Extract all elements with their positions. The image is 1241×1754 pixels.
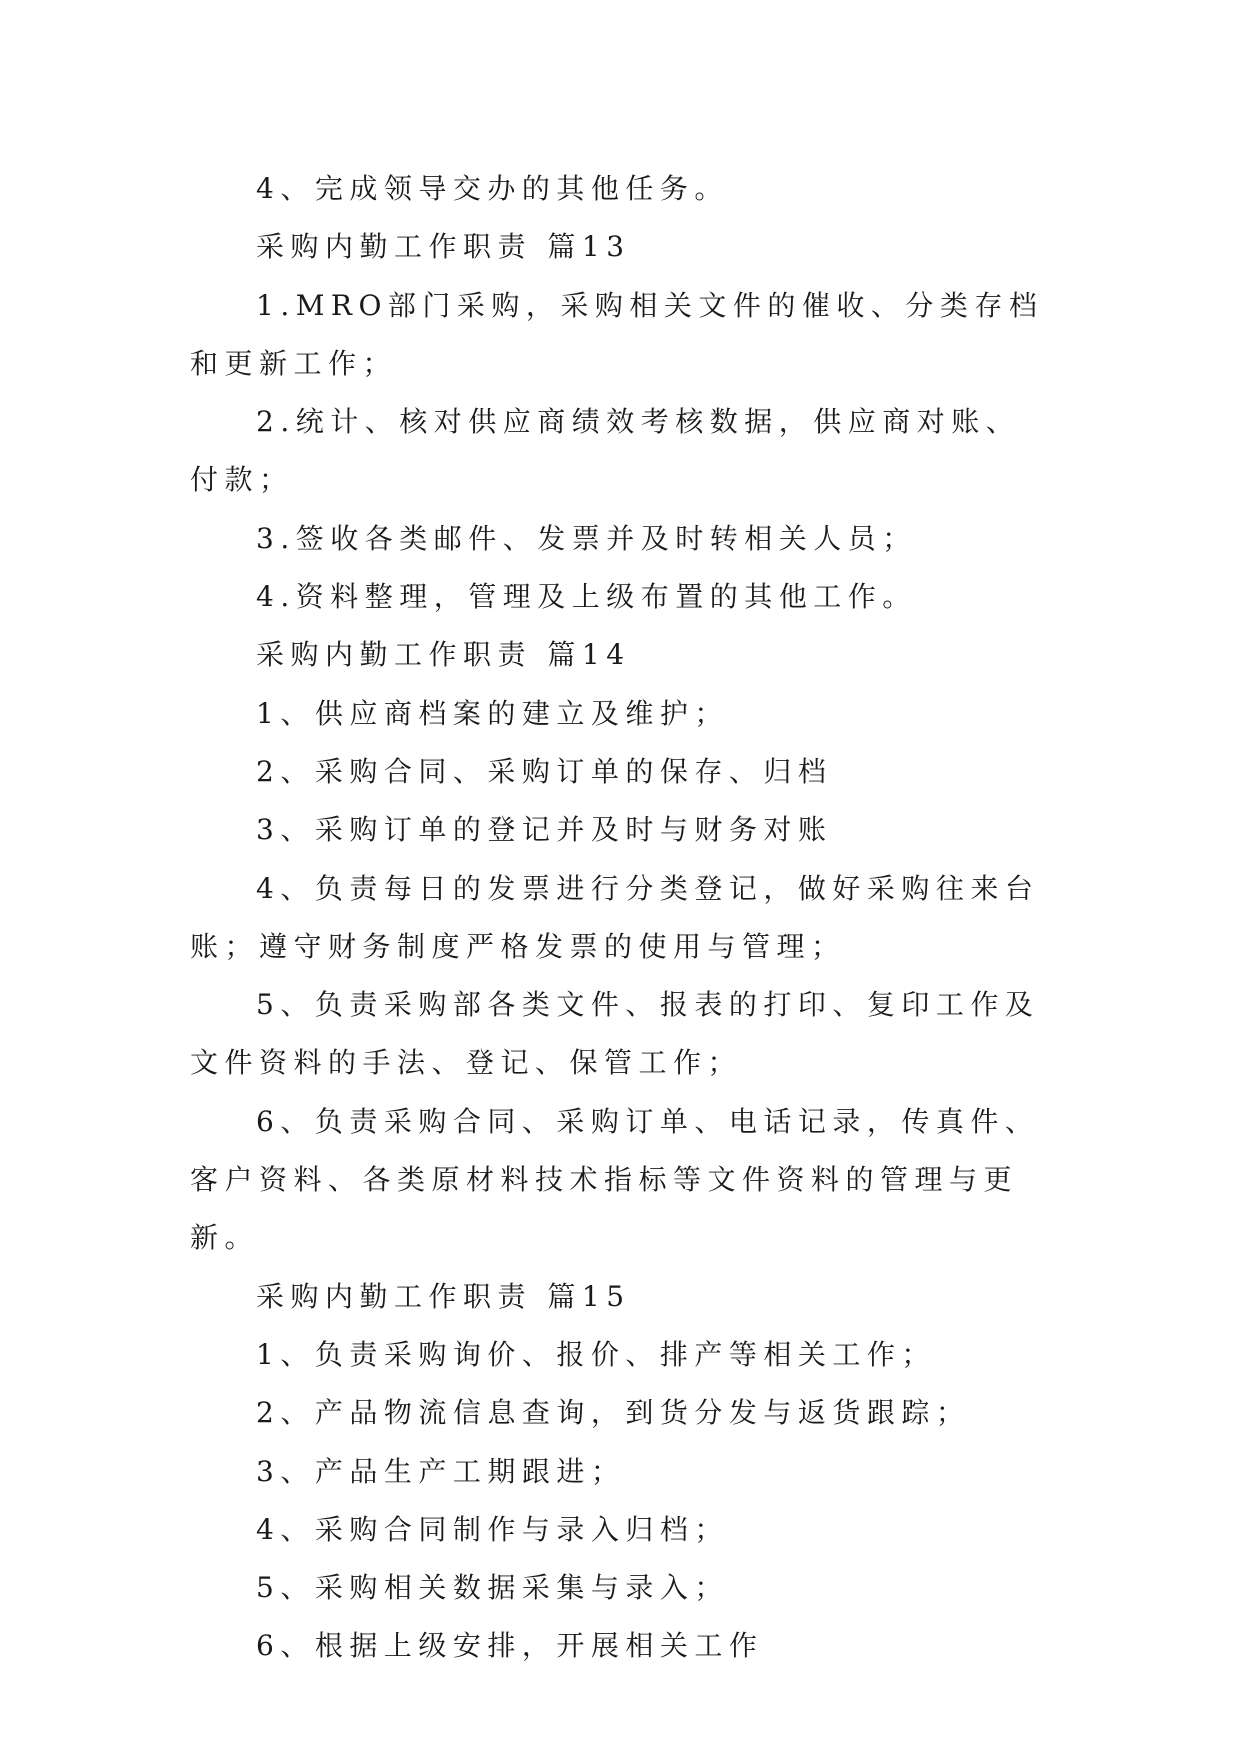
list-item: 3、产品生产工期跟进；	[256, 1454, 626, 1488]
list-item: 3.签收各类邮件、发票并及时转相关人员；	[256, 521, 917, 555]
list-item: 2、采购合同、采购订单的保存、归档	[256, 754, 833, 788]
section-heading: 采购内勤工作职责 篇14	[256, 638, 631, 672]
list-item: 4、负责每日的发票进行分类登记，做好采购往来台账；遵守财务制度严格发票的使用与管理；	[190, 871, 1040, 963]
list-item: 4、采购合同制作与录入归档；	[256, 1512, 729, 1546]
list-item: 2、产品物流信息查询，到货分发与返货跟踪；	[256, 1396, 971, 1430]
list-item: 2.统计、核对供应商绩效考核数据，供应商对账、付款；	[190, 405, 1021, 497]
list-item: 5、采购相关数据采集与录入；	[256, 1571, 729, 1605]
list-item: 6、根据上级安排，开展相关工作	[256, 1629, 764, 1663]
list-item: 6、负责采购合同、采购订单、电话记录，传真件、客户资料、各类原材料技术指标等文件资料的管理与更新。	[190, 1104, 1040, 1255]
list-item: 3、采购订单的登记并及时与财务对账	[256, 813, 833, 847]
list-item: 1、供应商档案的建立及维护；	[256, 696, 729, 730]
document-body	[190, 160, 1050, 1676]
list-item: 1、负责采购询价、报价、排产等相关工作；	[256, 1337, 936, 1371]
list-item: 4.资料整理，管理及上级布置的其他工作。	[256, 580, 917, 614]
section-heading: 采购内勤工作职责 篇13	[256, 230, 631, 264]
list-item: 5、负责采购部各类文件、报表的打印、复印工作及文件资料的手法、登记、保管工作；	[190, 988, 1040, 1080]
section-heading: 采购内勤工作职责 篇15	[256, 1279, 631, 1313]
list-item: 1.MRO部门采购，采购相关文件的催收、分类存档和更新工作；	[190, 288, 1044, 380]
list-item: 4、完成领导交办的其他任务。	[256, 172, 729, 205]
